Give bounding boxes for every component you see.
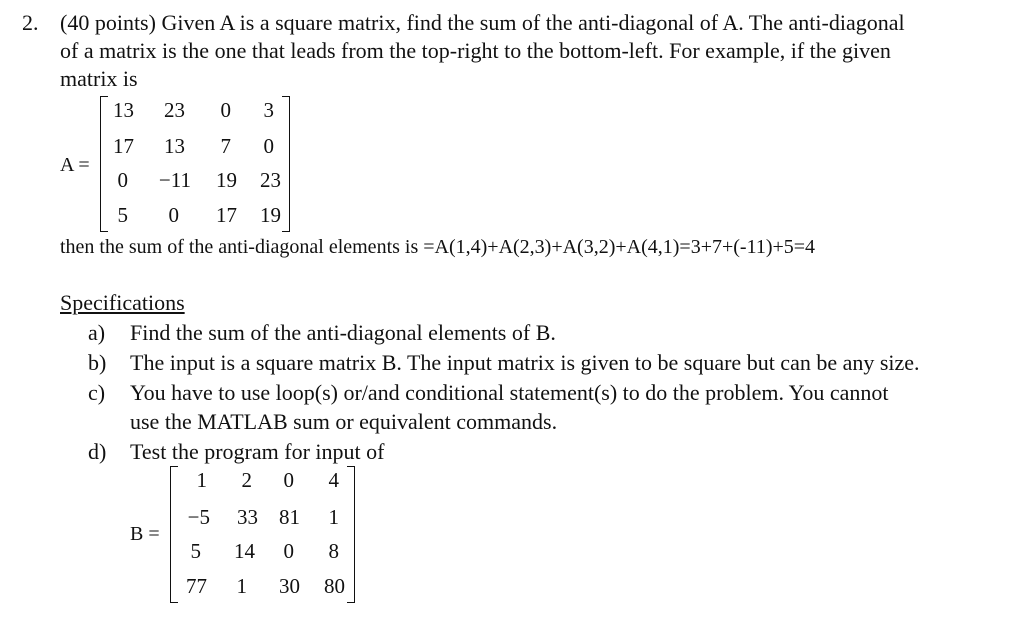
matrix-b-cell: 81: [279, 505, 300, 529]
matrix-a-cell: −11: [158, 168, 191, 192]
matrix-b-cell: 1: [196, 468, 207, 492]
matrix-a-cell: 19: [216, 168, 237, 192]
spec-item-a-text: Find the sum of the anti-diagonal elements of B.: [130, 320, 556, 345]
matrix-b-cell: 77: [186, 574, 207, 598]
matrix-b-left-bracket: [170, 466, 178, 603]
question-line-2: of a matrix is the one that leads from the top-right to the bottom-left. For example, if the given: [60, 38, 891, 63]
matrix-a-cell: 7: [220, 134, 231, 158]
spec-item-b-letter: b): [88, 350, 107, 375]
matrix-b-cell: 4: [328, 468, 339, 492]
matrix-a-cell: 13: [113, 98, 134, 122]
matrix-a-cell: 23: [260, 168, 281, 192]
matrix-b-cell: 0: [283, 539, 294, 563]
spec-item-c-text-2: use the MATLAB sum or equivalent commands.: [130, 409, 558, 434]
spec-item-d-letter: d): [88, 439, 107, 464]
question-line-1: (40 points) Given A is a square matrix, find the sum of the anti-diagonal of A. The anti-diagonal: [60, 10, 905, 35]
matrix-b-cell: 1: [328, 505, 339, 529]
example-result: then the sum of the anti-diagonal elements is =A(1,4)+A(2,3)+A(3,2)+A(4,1)=3+7+(-11)+5=4: [60, 236, 816, 258]
matrix-a-cell: 19: [260, 203, 281, 227]
matrix-b-cell: 14: [234, 539, 255, 563]
spec-item-c-letter: c): [88, 380, 106, 405]
matrix-b-cell: 8: [328, 539, 339, 563]
matrix-a-right-bracket: [282, 96, 290, 232]
matrix-b-label: B =: [130, 523, 160, 545]
matrix-a-cell: 0: [168, 203, 179, 227]
matrix-a: [100, 96, 290, 232]
matrix-b-cell: 30: [279, 574, 300, 598]
specifications-title: Specifications: [60, 290, 185, 315]
matrix-a-cell: 23: [164, 98, 185, 122]
matrix-a-cell: 0: [263, 134, 274, 158]
matrix-b-cell: 80: [324, 574, 345, 598]
matrix-b-cell: 2: [241, 468, 252, 492]
matrix-b-right-bracket: [347, 466, 355, 603]
matrix-b-cell: 0: [283, 468, 294, 492]
spec-item-d-text: Test the program for input of: [130, 439, 385, 464]
matrix-b-cell: 5: [190, 539, 201, 563]
spec-item-b-text: The input is a square matrix B. The input matrix is given to be square but can be any size.: [130, 350, 920, 375]
matrix-a-cell: 3: [263, 98, 274, 122]
matrix-b-cell: −5: [187, 505, 210, 529]
matrix-b-cell: 1: [236, 574, 247, 598]
spec-item-c-text-1: You have to use loop(s) or/and conditional statement(s) to do the problem. You cannot: [130, 380, 889, 405]
matrix-a-left-bracket: [100, 96, 108, 232]
matrix-a-cell: 0: [220, 98, 231, 122]
matrix-b: [170, 466, 355, 603]
question-number: 2.: [22, 10, 39, 35]
matrix-a-cell: 17: [113, 134, 134, 158]
matrix-a-cell: 0: [117, 168, 128, 192]
spec-item-a-letter: a): [88, 320, 106, 345]
matrix-a-cell: 13: [164, 134, 185, 158]
matrix-a-cell: 17: [216, 203, 237, 227]
question-line-3: matrix is: [60, 66, 138, 91]
matrix-a-label: A =: [60, 154, 90, 176]
matrix-b-cell: 33: [237, 505, 258, 529]
matrix-a-cell: 5: [117, 203, 128, 227]
